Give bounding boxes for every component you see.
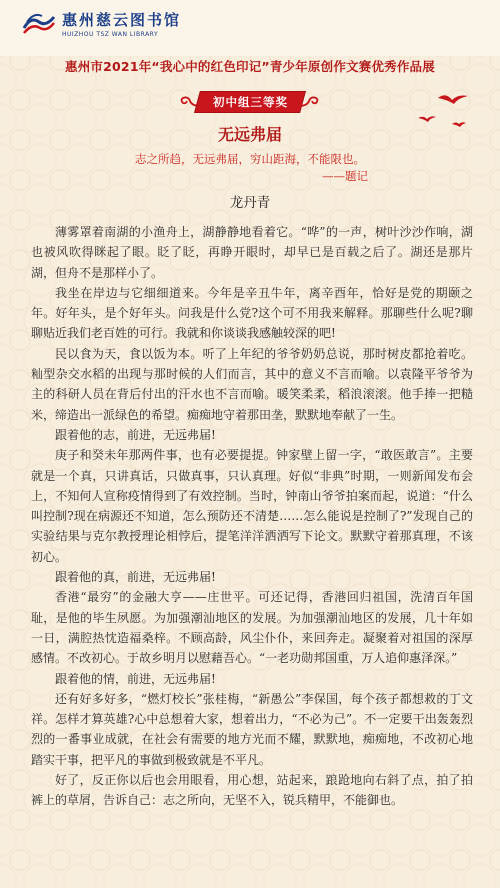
essay-paragraph: 还有好多好多，“燃灯校长”张桂梅，“新愚公”李保国，每个孩子都想救的丁文祥。怎样才算英雄?心中总想着大家，想着出力，“不必为己”。不一定要干出轰轰烈烈的一番事业成就，在社会有需要的地方光而不耀，默默地，痴痴地，不改初心地踏实干事，把平凡的事做到极致就是不平凡。 [31, 691, 473, 767]
essay-paragraph: 跟着他的志，前进，无远弗届! [55, 427, 216, 442]
essay-epigraph: 志之所趋，无远弗届，穷山距海，不能限也。 [135, 152, 365, 166]
essay-paragraph: 我坐在岸边与它细细道来。今年是辛丑牛年，离辛酉年，恰好是党的期颐之年。好年头，是个好年头。问我是什么党?这个可不用我来解释。那聊些什么呢?聊聊贴近我们老百姓的可行。我就和你谈谈我感触较深的吧! [31, 285, 473, 341]
exhibition-headline: 惠州市2021年“我心中的红色印记”青少年原创作文赛优秀作品展 [65, 59, 435, 74]
library-name-en: HUIZHOU TSZ WAN LIBRARY [62, 30, 159, 38]
cloud-wave-logo-icon [22, 8, 56, 38]
essay-paragraph: 薄雾罩着南湖的小渔舟上，湖静静地看着它。“哗”的一声，树叶沙沙作响，湖也被风吹得眯起了眼。眨了眨，再睁开眼时，却早已是百载之后了。湖还是那片湖，但舟不是那样小了。 [31, 225, 473, 280]
auspicious-cloud-icon [297, 92, 321, 110]
essay-body [31, 222, 473, 811]
award-badge-label: 初中组三等奖 [212, 95, 288, 109]
award-badge [194, 91, 306, 113]
library-name-cn: 惠州慈云图书馆 [62, 10, 182, 29]
epigraph-source: ——题记 [322, 169, 368, 183]
essay-paragraph: 跟着他的真，前进，无远弗届! [55, 570, 216, 585]
essay-paragraph: 香港“最穷”的金融大亨——庄世平。可还记得，香港回归祖国，洗清百年国耻，是他的毕生夙愿。为加强潮汕地区的发展。为加强潮汕地区的发展，几十年如一日，满腔热忱造福桑梓。不顾高龄，风尘仆仆，来回奔走。凝聚着对祖国的深厚感情。不改初心。于故乡明月以慰藉吾心。“一老功勋邦国重，万人追仰惠泽深。” [31, 590, 473, 666]
essay-title: 无远弗届 [217, 125, 282, 144]
essay-paragraph: 跟着他的情，前进，无远弗届! [55, 671, 216, 686]
essay-paragraph: 好了，反正你以后也会用眼看，用心想，站起来，踉跄地向右斜了点，拍了拍裤上的草屑，告诉自己：志之所向，无坚不入，锐兵精甲，不能御也。 [31, 773, 473, 808]
essay-paragraph: 庚子和癸未年那两件事，也有必要提提。钟家壁上留一字，“敢医敢言”。主要就是一个真，只讲真话，只做真事，只认真理。好似“非典”时期，一则新闻发布会上，不知何人宣称疫情得到了有效控制。当时，钟南山爷爷拍案而起，说道：“什么叫控制?现在病源还不知道，怎么预防还不清楚……怎么能说是控制了?”发现自己的实验结果与克尔教授理论相悖后，提笔洋洋洒洒写下论文。默默守着那真理，不该初心。 [31, 448, 473, 564]
essay-paragraph: 民以食为天，食以饭为本。听了上年纪的爷爷奶奶总说，那时树皮都抢着吃。籼型杂交水稻的出现与那时候的人们而言，其中的意义不言而喻。以袁隆平爷爷为主的科研人员在背后付出的汗水也不言而喻。暖笑柔柔，稻浪滚滚。他手捧一把糙米，缔造出一派绿色的希望。痴痴地守着那田垄，默默地奉献了一生。 [31, 346, 473, 422]
library-logo [22, 8, 181, 38]
essay-author: 龙丹青 [229, 195, 271, 211]
